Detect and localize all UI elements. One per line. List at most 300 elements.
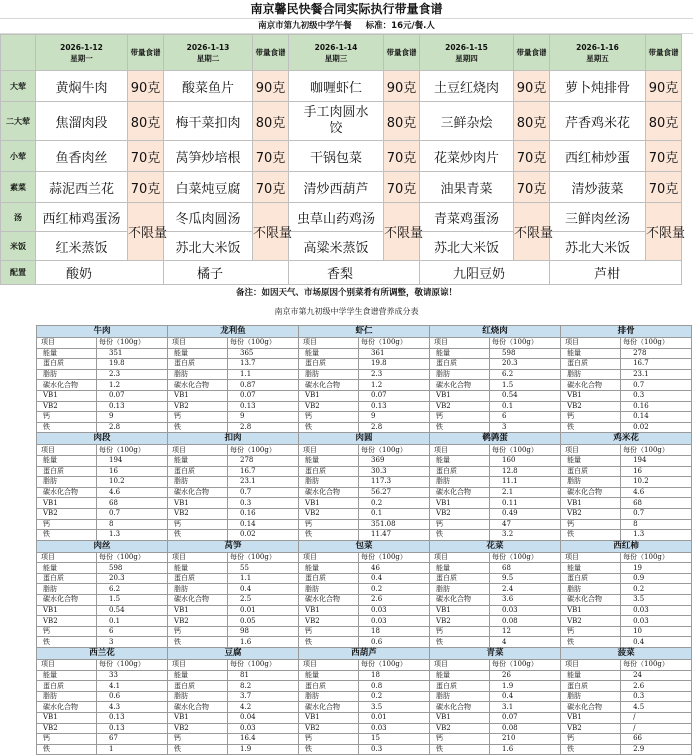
nutrient-row	[37, 563, 692, 574]
nutrient-value: 1.6	[490, 744, 561, 755]
nutrient-label: 脂肪	[299, 691, 359, 702]
nutrient-value: 0.2	[359, 498, 430, 509]
per-serving-column-header: 每份（100g）	[228, 445, 299, 456]
nutrient-label: 脂肪	[299, 369, 359, 380]
nutrient-label: 蛋白质	[299, 466, 359, 477]
nutrient-label: VB2	[299, 401, 359, 412]
nutrient-value: 361	[359, 348, 430, 359]
nutrient-row	[37, 487, 692, 498]
nutrient-label: 铁	[299, 530, 359, 541]
nutrient-label: VB1	[561, 713, 621, 724]
nutrient-label: 碳水化合物	[168, 380, 228, 391]
item-column-header: 项目	[299, 552, 359, 563]
nutrient-label: VB1	[299, 498, 359, 509]
nutrient-label: 脂肪	[37, 691, 97, 702]
nutrient-label: 蛋白质	[37, 573, 97, 584]
nutrient-label: 碳水化合物	[561, 702, 621, 713]
dish-cell: 咖喱虾仁	[289, 71, 384, 102]
nutrient-label: 铁	[430, 637, 490, 648]
nutrient-label: 钙	[168, 734, 228, 745]
nutrient-label: 碳水化合物	[37, 380, 97, 391]
nutrient-label: VB2	[37, 401, 97, 412]
nutrient-label: 能量	[37, 348, 97, 359]
nutrient-label: VB2	[168, 616, 228, 627]
nutrient-value: 1.1	[228, 573, 299, 584]
nutrient-label: 脂肪	[168, 691, 228, 702]
dish-cell: 梅干菜扣肉	[164, 102, 253, 141]
nutrient-value: 0.03	[359, 723, 430, 734]
column-header-row	[37, 445, 692, 456]
food-name: 肉圆	[299, 433, 430, 445]
nutrient-value: 117.3	[359, 477, 430, 488]
nutrient-label: 能量	[561, 348, 621, 359]
nutrient-value: 0.1	[490, 401, 561, 412]
nutrient-label: 铁	[299, 637, 359, 648]
nutrient-label: 蛋白质	[299, 573, 359, 584]
item-column-header: 项目	[299, 445, 359, 456]
nutrient-value: 2.4	[490, 584, 561, 595]
nutrient-label: 铁	[299, 744, 359, 755]
nutrient-label: VB1	[430, 605, 490, 616]
nutrient-value: 67	[97, 734, 168, 745]
nutrient-value: 1.5	[490, 380, 561, 391]
nutrient-label: 蛋白质	[168, 681, 228, 692]
nutrient-value: 8.2	[228, 681, 299, 692]
nutrient-value: 16	[621, 466, 692, 477]
item-column-header: 项目	[430, 660, 490, 671]
nutrient-label: 铁	[430, 744, 490, 755]
nutrient-value: 2.9	[621, 744, 692, 755]
nutrient-label: 能量	[299, 670, 359, 681]
nutrient-label: VB1	[561, 605, 621, 616]
nutrient-value: 9	[359, 412, 430, 423]
nutrient-value: 10.2	[97, 477, 168, 488]
nutrient-value: 0.04	[228, 713, 299, 724]
nutrient-label: VB2	[561, 723, 621, 734]
nutrient-value: 2.5	[228, 595, 299, 606]
nutrient-row	[37, 734, 692, 745]
nutrient-value: 3.1	[490, 702, 561, 713]
nutrient-value: 6.2	[97, 584, 168, 595]
unlimited-cell: 不限量	[384, 203, 420, 261]
nutrient-value: 1.5	[97, 595, 168, 606]
nutrient-label: 蛋白质	[168, 573, 228, 584]
nutrient-value: 3.5	[359, 702, 430, 713]
nutrient-value: 8	[621, 519, 692, 530]
nutrient-label: 能量	[430, 455, 490, 466]
food-name: 西葫芦	[299, 648, 430, 660]
nutrient-value: 0.54	[490, 390, 561, 401]
nutrient-label: 碳水化合物	[37, 595, 97, 606]
nutrient-label: VB2	[168, 401, 228, 412]
nutrient-value: 56.27	[359, 487, 430, 498]
nutrient-value: 598	[490, 348, 561, 359]
nutrient-row	[37, 519, 692, 530]
menu-row-fruit	[1, 261, 682, 285]
nutrient-value: 194	[621, 455, 692, 466]
nutrient-label: VB1	[299, 390, 359, 401]
nutrient-label: 脂肪	[430, 477, 490, 488]
nutrient-label: 蛋白质	[168, 359, 228, 370]
per-serving-column-header: 每份（100g）	[621, 338, 692, 349]
unlimited-cell: 不限量	[646, 203, 682, 261]
weight-cell: 90克	[646, 71, 682, 102]
item-column-header: 项目	[168, 338, 228, 349]
nutrient-label: 蛋白质	[37, 681, 97, 692]
nutrient-label: 碳水化合物	[430, 487, 490, 498]
nutrient-row	[37, 723, 692, 734]
nutrient-value: 0.03	[490, 605, 561, 616]
nutrient-value: 2.1	[490, 487, 561, 498]
nutrient-value: 0.7	[228, 487, 299, 498]
nutrient-row	[37, 369, 692, 380]
nutrient-value: 4.1	[97, 681, 168, 692]
item-column-header: 项目	[37, 338, 97, 349]
nutrient-value: 0.49	[490, 508, 561, 519]
item-column-header: 项目	[430, 338, 490, 349]
nutrient-row	[37, 681, 692, 692]
nutrient-value: 12	[490, 626, 561, 637]
nutrient-label: 能量	[168, 455, 228, 466]
dish-cell: 酸菜鱼片	[164, 71, 253, 102]
nutrient-value: 11.1	[490, 477, 561, 488]
row-label: 配置	[1, 261, 36, 285]
amount-header: 带量食谱	[128, 35, 164, 71]
weight-cell: 70克	[646, 141, 682, 172]
nutrient-label: 能量	[430, 670, 490, 681]
item-column-header: 项目	[168, 660, 228, 671]
item-column-header: 项目	[299, 660, 359, 671]
nutrient-value: 369	[359, 455, 430, 466]
nutrient-label: 钙	[168, 626, 228, 637]
dish-cell: 三鲜肉丝汤	[550, 203, 646, 232]
item-column-header: 项目	[430, 445, 490, 456]
nutrient-label: 能量	[430, 348, 490, 359]
nutrient-value: 2.8	[359, 422, 430, 433]
nutrient-value: 1.6	[228, 637, 299, 648]
nutrient-value: 278	[228, 455, 299, 466]
food-header-row	[37, 540, 692, 552]
per-serving-column-header: 每份（100g）	[359, 660, 430, 671]
menu-row-rice	[1, 232, 682, 261]
nutrient-value: 0.07	[359, 390, 430, 401]
nutrient-label: VB1	[168, 605, 228, 616]
nutrient-label: VB1	[430, 390, 490, 401]
nutrient-label: 脂肪	[37, 369, 97, 380]
unlimited-cell: 不限量	[514, 203, 550, 261]
day-header: 2026-1-16 星期五	[550, 35, 646, 71]
weight-cell: 90克	[514, 71, 550, 102]
per-serving-column-header: 每份（100g）	[97, 445, 168, 456]
dish-cell: 红米蒸饭	[36, 232, 128, 261]
nutrient-value: 16.4	[228, 734, 299, 745]
nutrient-value: 0.13	[359, 401, 430, 412]
nutrient-value: 46	[359, 563, 430, 574]
nutrient-label: 钙	[168, 412, 228, 423]
per-serving-column-header: 每份（100g）	[490, 445, 561, 456]
nutrient-label: 能量	[37, 670, 97, 681]
nutrient-value: 2.8	[228, 422, 299, 433]
nutrient-label: 钙	[37, 519, 97, 530]
dish-cell: 西红柿鸡蛋汤	[36, 203, 128, 232]
nutrient-row	[37, 412, 692, 423]
nutrient-row	[37, 691, 692, 702]
nutrient-row	[37, 348, 692, 359]
nutrient-value: 598	[97, 563, 168, 574]
nutrient-label: 钙	[561, 626, 621, 637]
per-serving-column-header: 每份（100g）	[97, 552, 168, 563]
nutrient-label: VB1	[37, 713, 97, 724]
subtitle-standard: 标准：16元/餐.人	[365, 21, 435, 31]
menu-header-row	[1, 35, 682, 71]
weight-cell: 70克	[253, 172, 289, 203]
fruit-cell: 九阳豆奶	[420, 261, 550, 285]
nutrient-value: 0.4	[359, 573, 430, 584]
nutrient-row	[37, 637, 692, 648]
nutrient-value: 278	[621, 348, 692, 359]
per-serving-column-header: 每份（100g）	[359, 552, 430, 563]
nutrient-value: 4.2	[228, 702, 299, 713]
nutrient-value: 3.7	[228, 691, 299, 702]
nutrient-label: VB2	[299, 616, 359, 627]
day-header: 2026-1-13 星期二	[164, 35, 253, 71]
nutrient-value: 20.3	[490, 359, 561, 370]
nutrient-value: 0.14	[621, 412, 692, 423]
nutrient-label: 蛋白质	[430, 466, 490, 477]
nutrient-label: 钙	[299, 734, 359, 745]
nutrient-value: 1.1	[228, 369, 299, 380]
nutrient-label: 碳水化合物	[561, 595, 621, 606]
nutrient-value: 0.13	[97, 713, 168, 724]
nutrient-label: VB2	[561, 616, 621, 627]
nutrient-value: 0.6	[359, 637, 430, 648]
dish-cell: 鱼香肉丝	[36, 141, 128, 172]
nutrient-value: 1.2	[97, 380, 168, 391]
nutrient-label: 脂肪	[430, 691, 490, 702]
day-header: 2026-1-15 星期四	[420, 35, 514, 71]
dish-cell: 焦溜肉段	[36, 102, 128, 141]
nutrient-label: VB1	[37, 390, 97, 401]
nutrient-label: 蛋白质	[561, 681, 621, 692]
nutrient-label: 脂肪	[37, 477, 97, 488]
nutrient-value: 26	[490, 670, 561, 681]
nutrient-label: 能量	[299, 563, 359, 574]
nutrient-value: 0.05	[228, 616, 299, 627]
food-name: 肉段	[37, 433, 168, 445]
nutrient-value: 0.4	[490, 691, 561, 702]
nutrient-value: 23.1	[621, 369, 692, 380]
nutrient-label: 蛋白质	[430, 359, 490, 370]
nutrient-label: VB1	[168, 498, 228, 509]
nutrient-value: 3.6	[490, 595, 561, 606]
food-header-row	[37, 648, 692, 660]
nutrient-label: 碳水化合物	[430, 702, 490, 713]
fruit-cell: 香梨	[289, 261, 420, 285]
dish-cell: 青菜鸡蛋汤	[420, 203, 514, 232]
nutrient-label: 碳水化合物	[299, 595, 359, 606]
nutrient-label: 脂肪	[168, 477, 228, 488]
nutrient-value: 11.47	[359, 530, 430, 541]
amount-header: 带量食谱	[384, 35, 420, 71]
dish-cell: 莴笋炒培根	[164, 141, 253, 172]
nutrient-value: 19	[621, 563, 692, 574]
nutrient-value: 1.9	[490, 681, 561, 692]
nutrient-value: 6	[490, 412, 561, 423]
nutrient-label: 脂肪	[561, 691, 621, 702]
nutrient-row	[37, 455, 692, 466]
nutrient-value: 0.07	[490, 713, 561, 724]
nutrient-label: 能量	[168, 563, 228, 574]
nutrient-value: 15	[359, 734, 430, 745]
nutrient-label: VB2	[561, 401, 621, 412]
nutrient-value: 351	[97, 348, 168, 359]
food-name: 包菜	[299, 540, 430, 552]
food-name: 红烧肉	[430, 326, 561, 338]
nutrient-value: 0.6	[97, 691, 168, 702]
nutrient-row	[37, 498, 692, 509]
per-serving-column-header: 每份（100g）	[490, 338, 561, 349]
item-column-header: 项目	[561, 338, 621, 349]
item-column-header: 项目	[37, 552, 97, 563]
food-name: 西红柿	[561, 540, 692, 552]
dish-cell: 苏北大米饭	[550, 232, 646, 261]
item-column-header: 项目	[37, 660, 97, 671]
nutrient-value: 47	[490, 519, 561, 530]
nutrient-label: 碳水化合物	[561, 487, 621, 498]
nutrient-label: 能量	[168, 348, 228, 359]
nutrient-value: 1	[97, 744, 168, 755]
weight-cell: 70克	[128, 172, 164, 203]
column-header-row	[37, 660, 692, 671]
nutrient-label: 碳水化合物	[37, 487, 97, 498]
food-name: 龙利鱼	[168, 326, 299, 338]
nutrient-label: 钙	[430, 519, 490, 530]
nutrient-value: 4	[490, 637, 561, 648]
row-label: 米饭	[1, 232, 36, 261]
food-name: 排骨	[561, 326, 692, 338]
nutrient-row	[37, 508, 692, 519]
per-serving-column-header: 每份（100g）	[621, 660, 692, 671]
nutrient-label: 碳水化合物	[168, 702, 228, 713]
nutrient-value: 16.7	[621, 359, 692, 370]
nutrient-value: 0.13	[228, 401, 299, 412]
nutrient-row	[37, 744, 692, 755]
nutrient-value: 1.3	[621, 530, 692, 541]
nutrient-label: VB2	[430, 508, 490, 519]
weight-cell: 90克	[384, 71, 420, 102]
nutrient-value: 13.7	[228, 359, 299, 370]
dish-cell: 冬瓜肉圆汤	[164, 203, 253, 232]
nutrient-value: 0.02	[228, 530, 299, 541]
nutrient-value: 0.1	[97, 616, 168, 627]
nutrient-label: 蛋白质	[37, 466, 97, 477]
nutrient-row	[37, 359, 692, 370]
nutrient-value: 81	[228, 670, 299, 681]
nutrient-value: 18	[359, 626, 430, 637]
nutrient-label: 脂肪	[561, 369, 621, 380]
nutrient-label: 能量	[37, 455, 97, 466]
nutrient-label: 钙	[561, 412, 621, 423]
item-column-header: 项目	[561, 660, 621, 671]
weight-cell: 70克	[514, 172, 550, 203]
nutrient-label: VB2	[430, 616, 490, 627]
nutrient-value: 8	[97, 519, 168, 530]
nutrient-value: 0.03	[359, 605, 430, 616]
nutrient-label: 铁	[561, 422, 621, 433]
nutrient-label: 蛋白质	[561, 466, 621, 477]
nutrient-value: 3.2	[490, 530, 561, 541]
nutrient-value: 3.5	[621, 595, 692, 606]
column-header-row	[37, 338, 692, 349]
nutrient-value: 1.2	[359, 380, 430, 391]
nutrient-label: 钙	[561, 519, 621, 530]
per-serving-column-header: 每份（100g）	[490, 552, 561, 563]
nutrient-label: 铁	[168, 530, 228, 541]
nutrient-value: 0.2	[359, 691, 430, 702]
nutrient-value: 0.03	[228, 723, 299, 734]
note-band	[0, 285, 693, 325]
nutrient-value: 3	[97, 637, 168, 648]
nutrient-value: 0.3	[621, 390, 692, 401]
nutrient-value: 0.4	[228, 584, 299, 595]
nutrient-value: 0.07	[97, 390, 168, 401]
nutrient-label: 铁	[37, 744, 97, 755]
nutrient-row	[37, 595, 692, 606]
subtitle-school: 南京市第九初级中学午餐	[258, 21, 352, 31]
nutrient-value: 6.2	[490, 369, 561, 380]
weight-cell: 70克	[646, 172, 682, 203]
nutrient-value: 0.4	[621, 637, 692, 648]
menu-row-er-da-hun	[1, 102, 682, 141]
food-name: 西兰花	[37, 648, 168, 660]
food-name: 鹌鹑蛋	[430, 433, 561, 445]
nutrient-row	[37, 390, 692, 401]
nutrient-label: VB2	[299, 723, 359, 734]
nutrient-value: 2.3	[97, 369, 168, 380]
nutrient-label: 碳水化合物	[299, 380, 359, 391]
nutrient-label: VB1	[430, 713, 490, 724]
nutrient-value: 9	[228, 412, 299, 423]
nutrient-value: 0.01	[359, 713, 430, 724]
nutrient-value: 0.1	[359, 508, 430, 519]
nutrient-label: 能量	[430, 563, 490, 574]
nutrient-row	[37, 422, 692, 433]
per-serving-column-header: 每份（100g）	[621, 445, 692, 456]
nutrient-label: 蛋白质	[430, 681, 490, 692]
nutrient-value: 55	[228, 563, 299, 574]
row-label: 二大荤	[1, 102, 36, 141]
nutrient-value: 0.11	[490, 498, 561, 509]
weight-cell: 70克	[384, 141, 420, 172]
nutrient-label: 钙	[430, 626, 490, 637]
fruit-cell: 酸奶	[36, 261, 164, 285]
nutrient-value: 2.6	[621, 681, 692, 692]
item-column-header: 项目	[430, 552, 490, 563]
item-column-header: 项目	[168, 552, 228, 563]
nutrient-value: 12.8	[490, 466, 561, 477]
nutrient-value: 1.9	[228, 744, 299, 755]
dish-cell: 西红柿炒蛋	[550, 141, 646, 172]
nutrient-value: 0.08	[490, 616, 561, 627]
fruit-cell: 橘子	[164, 261, 289, 285]
food-name: 花菜	[430, 540, 561, 552]
nutrient-value: 210	[490, 734, 561, 745]
nutrient-value: 0.54	[97, 605, 168, 616]
dish-cell: 油果青菜	[420, 172, 514, 203]
weight-cell: 70克	[128, 141, 164, 172]
row-label: 大荤	[1, 71, 36, 102]
nutrient-value: 0.8	[359, 681, 430, 692]
